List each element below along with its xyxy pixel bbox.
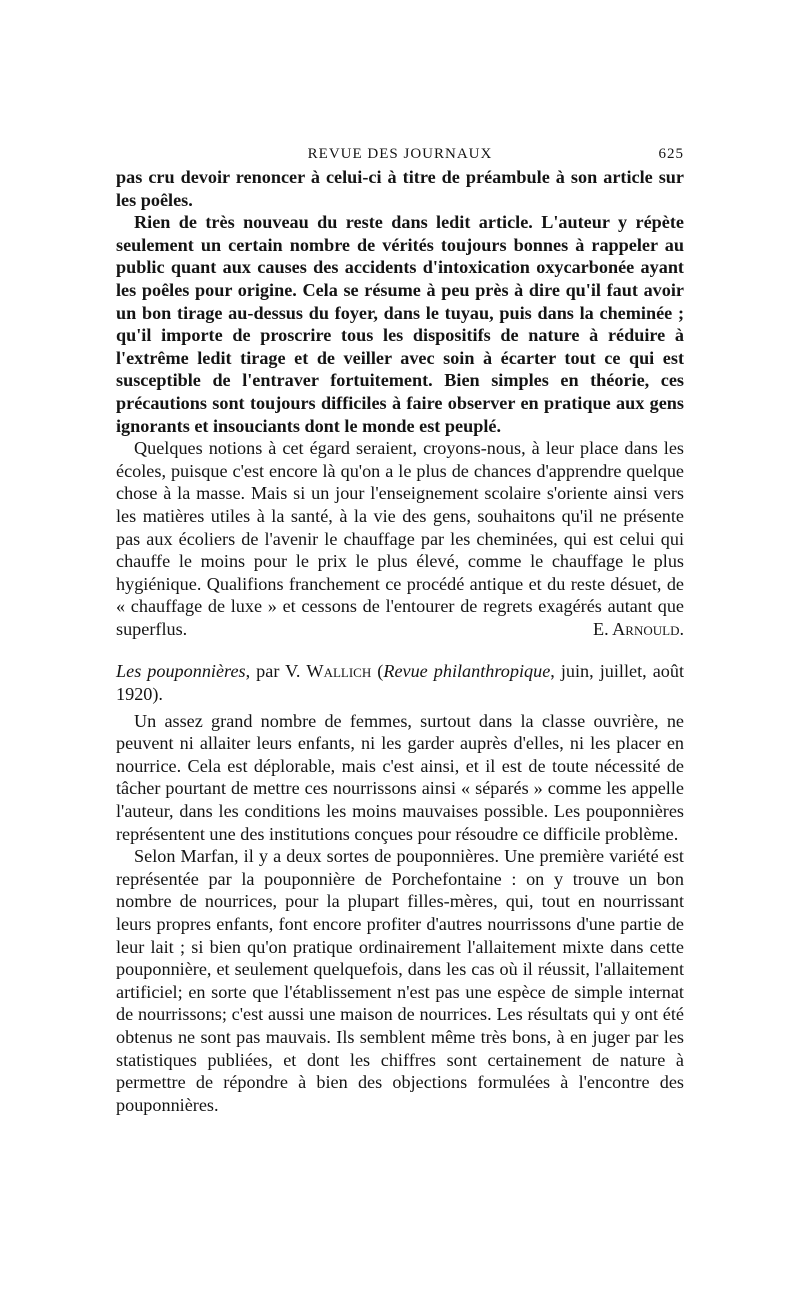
article-source-close: , juin, juillet, août 1920).: [116, 661, 685, 705]
running-header: [116, 140, 684, 166]
page-number: 625: [658, 146, 684, 162]
paragraph-continuation: pas cru devoir renoncer à celui-ci à titre de préambule à son article sur les poêles.: [116, 167, 684, 210]
article-poeles: [116, 166, 684, 640]
article-author: Wallich: [306, 661, 372, 682]
article-pouponnieres: [116, 660, 684, 1116]
paragraph-intro: Un assez grand nombre de femmes, surtout dans la classe ouvrière, ne peuvent ni allaiter leurs enfants, ni les garder auprès d'elles, ni les placer en nourrice. Cela est déplorable, mais c'est ainsi, et il est de toute nécessité de tâcher pourtant de mettre ces nourrissons ainsi « séparés » comme les appelle l'auteur, dans les conditions les moins mauvaises possible. Les pouponnières représentent une des institutions conçues pour résoudre ce difficile problème.: [116, 710, 684, 844]
document-page: [116, 140, 684, 1116]
article-source: Revue philanthropique: [383, 661, 551, 682]
paragraph-marfan: Selon Marfan, il y a deux sortes de pouponnières. Une première variété est représentée par la pouponnière de Porchefontaine : on y trouve un bon nombre de nourrices, pour la plupart filles-mères, qui, tout en nourrissant leurs propres enfants, font encore profiter d'autres nourrissons d'une partie de leur lait ; si bien qu'on pratique ordinairement l'allaitement mixte dans cette pouponnière, et seulement quelquefois, dans les cas où il réussit, l'allaitement artificiel; en sorte que l'établissement n'est pas une espèce de simple internat de nourrissons; c'est aussi une maison de nourrices. Les résultats qui y ont été obtenus ne sont pas mauvais. Ils semblent même très bons, à en juger par les statistiques publiées, et dont les chiffres sont certainement de nature à permettre de répondre à bien des objections formulées à l'encontre des pouponnières.: [116, 846, 684, 1115]
paragraph-conclusion-text: Quelques notions à cet égard seraient, croyons-nous, à leur place dans les écoles, puisque c'est encore là qu'on a le plus de chances d'apprendre quelque chose à la masse. Mais si un jour l'enseignement scolaire s'oriente ainsi vers les matières utiles à la santé, à la vie des gens, souhaitons qu'il ne présente pas aux écoliers de l'avenir le chauffage par les cheminées, qui est celui qui chauffe le moins pour le prix le plus élevé, comme le chauffage le plus hygiénique. Qualifions franchement ce procédé antique et du reste désuet, de « chauffage de luxe » et cessons de l'entourer de regrets exagérés autant que superflus.: [116, 438, 684, 639]
article-title: Les pouponnières: [116, 661, 246, 682]
paragraph-conclusion: [116, 437, 684, 640]
article-source-open: (: [371, 661, 384, 682]
article-by: , par V.: [245, 661, 307, 682]
article-heading: [116, 660, 684, 705]
running-title: REVUE DES JOURNAUX: [307, 146, 493, 162]
paragraph-summary: Rien de très nouveau du reste dans ledit article. L'auteur y répète seulement un certain nombre de vérités toujours bonnes à rappeler au public quant aux causes des accidents d'intoxication oxycarbonée ayant les poêles pour origine. Cela se résume à peu près à dire qu'il faut avoir un bon tirage au-dessus du foyer, dans le tuyau, puis dans la cheminée ; qu'il importe de proscrire tous les dispositifs de nature à réduire à l'extrême ledit tirage et de veiller avec soin à écarter tout ce qui est susceptible de l'entraver fortuitement. Bien simples en théorie, ces précautions sont toujours difficiles à faire observer en pratique aux gens ignorants et insouciants dont le monde est peuplé.: [116, 212, 684, 436]
section-divider: [116, 640, 684, 660]
author-signature: E. Arnould.: [592, 618, 684, 639]
